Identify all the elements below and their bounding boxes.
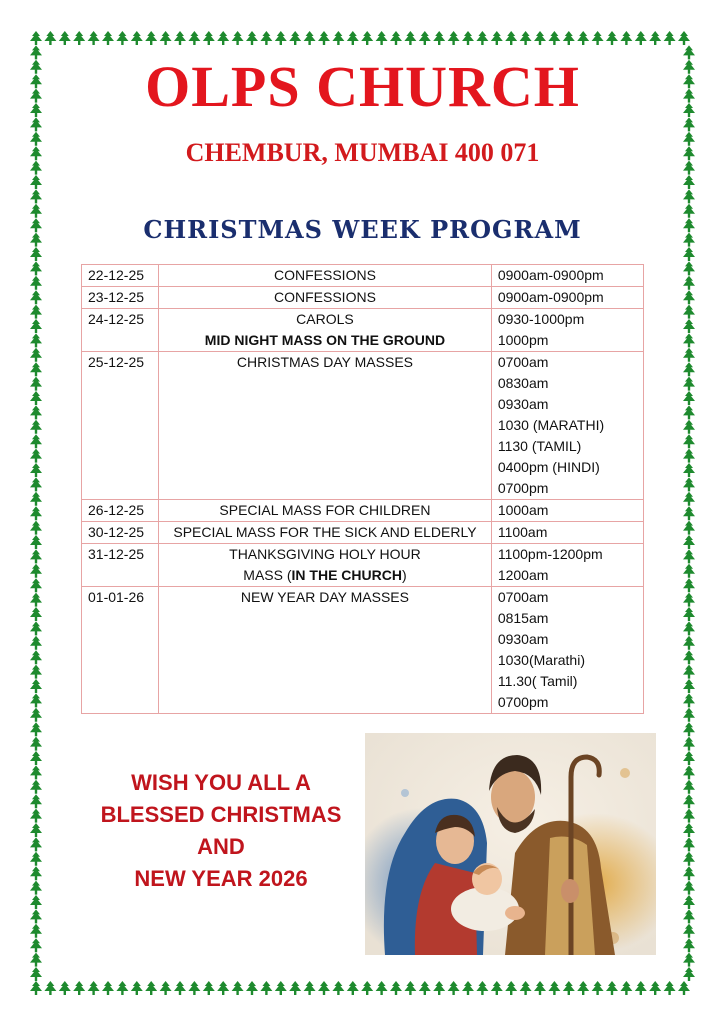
- christmas-tree-icon: [30, 290, 42, 304]
- christmas-tree-icon: [145, 981, 157, 995]
- christmas-tree-icon: [683, 693, 695, 707]
- christmas-tree-icon: [160, 31, 172, 45]
- christmas-tree-icon: [683, 549, 695, 563]
- date-cell: 01-01-26: [82, 587, 159, 714]
- christmas-tree-icon: [520, 981, 532, 995]
- christmas-tree-icon: [30, 751, 42, 765]
- christmas-tree-icon: [131, 31, 143, 45]
- christmas-tree-icon: [683, 679, 695, 693]
- christmas-tree-icon: [30, 621, 42, 635]
- date-cell: 23-12-25: [82, 287, 159, 309]
- christmas-tree-icon: [30, 938, 42, 952]
- christmas-tree-icon: [30, 981, 42, 995]
- christmas-tree-icon: [476, 981, 488, 995]
- christmas-tree-icon: [376, 31, 388, 45]
- christmas-tree-icon: [116, 981, 128, 995]
- christmas-tree-icon: [30, 506, 42, 520]
- christmas-tree-icon: [30, 434, 42, 448]
- christmas-tree-icon: [246, 981, 258, 995]
- christmas-tree-icon: [232, 981, 244, 995]
- christmas-tree-icon: [188, 981, 200, 995]
- table-row: [82, 544, 644, 587]
- christmas-tree-icon: [433, 31, 445, 45]
- christmas-tree-icon: [30, 693, 42, 707]
- event-line-bold: MID NIGHT MASS ON THE GROUND: [204, 332, 446, 348]
- christmas-tree-icon: [683, 405, 695, 419]
- christmas-tree-icon: [664, 981, 676, 995]
- christmas-tree-icon: [476, 31, 488, 45]
- greeting-line: WISH YOU ALL A: [131, 770, 311, 795]
- christmas-tree-icon: [203, 31, 215, 45]
- christmas-tree-icon: [664, 31, 676, 45]
- christmas-tree-icon: [30, 405, 42, 419]
- christmas-tree-icon: [332, 31, 344, 45]
- table-row: [82, 265, 644, 287]
- christmas-tree-icon: [203, 981, 215, 995]
- christmas-tree-icon: [520, 31, 532, 45]
- time-line: 1000pm: [497, 332, 549, 348]
- greeting-line: AND: [197, 834, 245, 859]
- christmas-tree-icon: [246, 31, 258, 45]
- christmas-tree-icon: [30, 521, 42, 535]
- christmas-tree-icon: [683, 967, 695, 981]
- christmas-tree-icon: [260, 981, 272, 995]
- time-cell: [491, 352, 643, 500]
- christmas-tree-icon: [592, 31, 604, 45]
- christmas-tree-icon: [534, 981, 546, 995]
- christmas-tree-icon: [30, 708, 42, 722]
- christmas-tree-icon: [390, 981, 402, 995]
- christmas-tree-icon: [30, 881, 42, 895]
- christmas-tree-icon: [30, 765, 42, 779]
- christmas-tree-icon: [289, 31, 301, 45]
- christmas-tree-icon: [174, 981, 186, 995]
- christmas-tree-icon: [275, 981, 287, 995]
- christmas-tree-icon: [376, 981, 388, 995]
- christmas-tree-icon: [683, 823, 695, 837]
- christmas-tree-icon: [30, 823, 42, 837]
- christmas-tree-icon: [30, 319, 42, 333]
- christmas-tree-icon: [635, 31, 647, 45]
- christmas-tree-icon: [683, 953, 695, 967]
- christmas-tree-icon: [505, 31, 517, 45]
- event-line: CHRISTMAS DAY MASSES: [236, 354, 413, 370]
- event-cell: [159, 265, 492, 287]
- christmas-tree-icon: [683, 449, 695, 463]
- christmas-tree-icon: [30, 449, 42, 463]
- christmas-tree-icon: [30, 377, 42, 391]
- christmas-tree-icon: [620, 31, 632, 45]
- christmas-tree-icon: [683, 333, 695, 347]
- christmas-tree-icon: [404, 31, 416, 45]
- christmas-tree-icon: [683, 636, 695, 650]
- christmas-tree-icon: [102, 981, 114, 995]
- christmas-tree-icon: [304, 981, 316, 995]
- christmas-tree-icon: [649, 31, 661, 45]
- time-line: 11.30( Tamil): [497, 673, 578, 689]
- event-cell: [159, 500, 492, 522]
- time-line: 1130 (TAMIL): [497, 438, 582, 454]
- christmas-tree-icon: [683, 290, 695, 304]
- christmas-tree-icon: [635, 981, 647, 995]
- christmas-tree-icon: [683, 924, 695, 938]
- christmas-tree-icon: [683, 909, 695, 923]
- time-cell: [491, 544, 643, 587]
- christmas-tree-icon: [683, 650, 695, 664]
- christmas-tree-icon: [275, 31, 287, 45]
- christmas-tree-icon: [683, 708, 695, 722]
- event-cell: [159, 287, 492, 309]
- christmas-tree-icon: [683, 189, 695, 203]
- christmas-tree-icon: [30, 636, 42, 650]
- time-line: 1100pm-1200pm: [497, 546, 603, 562]
- time-line: 0700am: [497, 589, 549, 605]
- christmas-tree-icon: [548, 31, 560, 45]
- event-cell: [159, 544, 492, 587]
- christmas-tree-icon: [30, 535, 42, 549]
- christmas-tree-icon: [683, 247, 695, 261]
- christmas-tree-icon: [683, 463, 695, 477]
- christmas-tree-icon: [683, 765, 695, 779]
- christmas-tree-icon: [30, 189, 42, 203]
- time-line: 0700pm: [497, 694, 549, 710]
- christmas-tree-icon: [361, 31, 373, 45]
- christmas-tree-icon: [683, 895, 695, 909]
- christmas-tree-icon: [592, 981, 604, 995]
- christmas-tree-icon: [462, 31, 474, 45]
- christmas-tree-icon: [491, 981, 503, 995]
- christmas-tree-icon: [683, 506, 695, 520]
- table-row: [82, 287, 644, 309]
- time-cell: [491, 287, 643, 309]
- christmas-tree-icon: [683, 564, 695, 578]
- christmas-tree-icon: [30, 549, 42, 563]
- event-line: CONFESSIONS: [274, 289, 376, 305]
- christmas-tree-icon: [683, 751, 695, 765]
- christmas-tree-icon: [30, 420, 42, 434]
- christmas-tree-icon: [30, 909, 42, 923]
- time-line: 0900am-0900pm: [497, 267, 604, 283]
- christmas-tree-icon: [361, 981, 373, 995]
- christmas-tree-icon: [620, 981, 632, 995]
- christmas-tree-icon: [683, 621, 695, 635]
- christmas-tree-icon: [217, 981, 229, 995]
- christmas-tree-icon: [683, 434, 695, 448]
- christmas-tree-icon: [563, 31, 575, 45]
- christmas-tree-icon: [44, 981, 56, 995]
- christmas-tree-icon: [30, 261, 42, 275]
- christmas-tree-icon: [683, 866, 695, 880]
- christmas-tree-icon: [30, 780, 42, 794]
- event-cell: [159, 587, 492, 714]
- christmas-tree-icon: [683, 477, 695, 491]
- time-line: 0930am: [497, 631, 549, 647]
- christmas-tree-icon: [116, 31, 128, 45]
- christmas-tree-icon: [30, 953, 42, 967]
- time-line: 0400pm (HINDI): [497, 459, 600, 475]
- christmas-tree-icon: [683, 305, 695, 319]
- church-address: CHEMBUR, MUMBAI 400 071: [185, 138, 540, 167]
- christmas-tree-icon: [683, 780, 695, 794]
- page-title: OLPS CHURCH: [145, 54, 580, 119]
- time-line: 0930am: [497, 396, 549, 412]
- event-cell: [159, 522, 492, 544]
- event-line: CONFESSIONS: [274, 267, 376, 283]
- christmas-tree-icon: [174, 31, 186, 45]
- christmas-tree-icon: [30, 463, 42, 477]
- christmas-tree-icon: [30, 837, 42, 851]
- christmas-tree-icon: [347, 31, 359, 45]
- christmas-tree-icon: [433, 981, 445, 995]
- table-row: [82, 309, 644, 352]
- program-heading: CHRISTMAS WEEK PROGRAM: [143, 215, 582, 244]
- schedule-table: [81, 264, 644, 714]
- event-cell: [159, 309, 492, 352]
- christmas-greeting: [76, 767, 366, 895]
- christmas-tree-icon: [683, 794, 695, 808]
- christmas-tree-icon: [232, 31, 244, 45]
- event-line: NEW YEAR DAY MASSES: [240, 589, 409, 605]
- table-row: [82, 352, 644, 500]
- date-cell: 25-12-25: [82, 352, 159, 500]
- christmas-tree-icon: [577, 31, 589, 45]
- christmas-tree-icon: [30, 305, 42, 319]
- christmas-tree-icon: [606, 31, 618, 45]
- christmas-tree-icon: [548, 981, 560, 995]
- christmas-tree-icon: [88, 981, 100, 995]
- christmas-tree-icon: [30, 492, 42, 506]
- christmas-tree-icon: [30, 852, 42, 866]
- time-line: 1000am: [497, 502, 549, 518]
- christmas-tree-icon: [30, 866, 42, 880]
- time-cell: [491, 522, 643, 544]
- christmas-tree-icon: [30, 593, 42, 607]
- christmas-tree-icon: [30, 679, 42, 693]
- christmas-tree-icon: [534, 31, 546, 45]
- christmas-tree-icon: [683, 521, 695, 535]
- time-line: 1100am: [497, 524, 548, 540]
- time-line: 0700am: [497, 354, 549, 370]
- date-cell: 22-12-25: [82, 265, 159, 287]
- christmas-tree-icon: [448, 981, 460, 995]
- christmas-tree-icon: [145, 31, 157, 45]
- event-emphasis: IN THE CHURCH: [291, 567, 402, 583]
- christmas-tree-icon: [683, 261, 695, 275]
- event-line-mixed: [165, 565, 485, 586]
- christmas-tree-icon: [683, 175, 695, 189]
- christmas-tree-icon: [30, 607, 42, 621]
- christmas-tree-icon: [217, 31, 229, 45]
- time-line: 0815am: [497, 610, 549, 626]
- christmas-tree-icon: [73, 31, 85, 45]
- time-line: 1030(Marathi): [497, 652, 585, 668]
- christmas-tree-icon: [462, 981, 474, 995]
- christmas-tree-icon: [30, 247, 42, 261]
- christmas-tree-icon: [683, 881, 695, 895]
- time-line: 0930-1000pm: [497, 311, 585, 327]
- date-cell: 31-12-25: [82, 544, 159, 587]
- table-row: [82, 500, 644, 522]
- christmas-tree-icon: [678, 981, 690, 995]
- christmas-tree-icon: [683, 535, 695, 549]
- christmas-tree-icon: [332, 981, 344, 995]
- date-cell: 30-12-25: [82, 522, 159, 544]
- time-line: 1030 (MARATHI): [497, 417, 605, 433]
- christmas-tree-icon: [88, 31, 100, 45]
- christmas-tree-icon: [563, 981, 575, 995]
- event-line: CAROLS: [296, 311, 354, 327]
- christmas-tree-icon: [188, 31, 200, 45]
- time-cell: [491, 587, 643, 714]
- christmas-tree-icon: [683, 348, 695, 362]
- event-line: THANKSGIVING HOLY HOUR: [229, 546, 421, 562]
- christmas-tree-icon: [505, 981, 517, 995]
- christmas-tree-icon: [683, 809, 695, 823]
- christmas-tree-icon: [304, 31, 316, 45]
- christmas-tree-icon: [59, 31, 71, 45]
- christmas-tree-icon: [73, 981, 85, 995]
- christmas-tree-icon: [683, 837, 695, 851]
- christmas-tree-icon: [30, 348, 42, 362]
- christmas-tree-icon: [419, 31, 431, 45]
- christmas-tree-icon: [683, 938, 695, 952]
- holy-family-illustration: [365, 733, 656, 955]
- christmas-tree-icon: [347, 981, 359, 995]
- event-text: MASS (: [243, 567, 292, 583]
- christmas-tree-icon: [448, 31, 460, 45]
- christmas-tree-icon: [577, 981, 589, 995]
- christmas-tree-icon: [30, 967, 42, 981]
- christmas-tree-icon: [30, 895, 42, 909]
- christmas-tree-icon: [683, 362, 695, 376]
- christmas-tree-icon: [30, 578, 42, 592]
- christmas-tree-icon: [30, 333, 42, 347]
- christmas-tree-icon: [30, 276, 42, 290]
- christmas-tree-icon: [30, 391, 42, 405]
- time-cell: [491, 309, 643, 352]
- christmas-tree-icon: [404, 981, 416, 995]
- greeting-line: BLESSED CHRISTMAS: [100, 802, 342, 827]
- time-line: 0830am: [497, 375, 549, 391]
- table-row: [82, 587, 644, 714]
- christmas-tree-icon: [683, 391, 695, 405]
- event-line: SPECIAL MASS FOR THE SICK AND ELDERLY: [173, 524, 477, 540]
- christmas-tree-icon: [390, 31, 402, 45]
- time-line: 0700pm: [497, 480, 549, 496]
- christmas-tree-icon: [318, 981, 330, 995]
- table-row: [82, 522, 644, 544]
- time-line: 1200am: [497, 567, 549, 583]
- christmas-tree-icon: [30, 650, 42, 664]
- christmas-tree-icon: [30, 924, 42, 938]
- christmas-tree-icon: [30, 665, 42, 679]
- christmas-tree-icon: [30, 31, 42, 45]
- christmas-tree-icon: [102, 31, 114, 45]
- time-cell: [491, 500, 643, 522]
- christmas-tree-icon: [683, 578, 695, 592]
- christmas-tree-icon: [44, 31, 56, 45]
- christmas-tree-icon: [289, 981, 301, 995]
- christmas-tree-icon: [419, 981, 431, 995]
- christmas-tree-icon: [30, 477, 42, 491]
- christmas-tree-icon: [30, 722, 42, 736]
- christmas-tree-icon: [30, 737, 42, 751]
- christmas-tree-icon: [160, 981, 172, 995]
- christmas-tree-icon: [683, 492, 695, 506]
- christmas-tree-icon: [683, 665, 695, 679]
- christmas-tree-icon: [683, 737, 695, 751]
- christmas-tree-icon: [649, 981, 661, 995]
- date-cell: 26-12-25: [82, 500, 159, 522]
- christmas-tree-icon: [30, 564, 42, 578]
- christmas-tree-icon: [491, 31, 503, 45]
- event-line: SPECIAL MASS FOR CHILDREN: [219, 502, 431, 518]
- time-cell: [491, 265, 643, 287]
- christmas-tree-icon: [30, 175, 42, 189]
- christmas-tree-icon: [678, 31, 690, 45]
- christmas-tree-icon: [606, 981, 618, 995]
- christmas-tree-icon: [59, 981, 71, 995]
- event-cell: [159, 352, 492, 500]
- christmas-tree-icon: [683, 420, 695, 434]
- christmas-tree-icon: [683, 319, 695, 333]
- christmas-tree-icon: [260, 31, 272, 45]
- christmas-tree-icon: [30, 809, 42, 823]
- christmas-tree-icon: [683, 377, 695, 391]
- christmas-tree-icon: [683, 722, 695, 736]
- christmas-tree-icon: [30, 362, 42, 376]
- christmas-tree-icon: [30, 794, 42, 808]
- christmas-tree-icon: [683, 593, 695, 607]
- christmas-tree-icon: [318, 31, 330, 45]
- christmas-tree-icon: [683, 276, 695, 290]
- time-line: 0900am-0900pm: [497, 289, 604, 305]
- date-cell: 24-12-25: [82, 309, 159, 352]
- christmas-tree-icon: [683, 852, 695, 866]
- event-text: ): [401, 567, 407, 583]
- christmas-tree-icon: [683, 607, 695, 621]
- greeting-line: NEW YEAR 2026: [134, 866, 308, 891]
- christmas-tree-icon: [131, 981, 143, 995]
